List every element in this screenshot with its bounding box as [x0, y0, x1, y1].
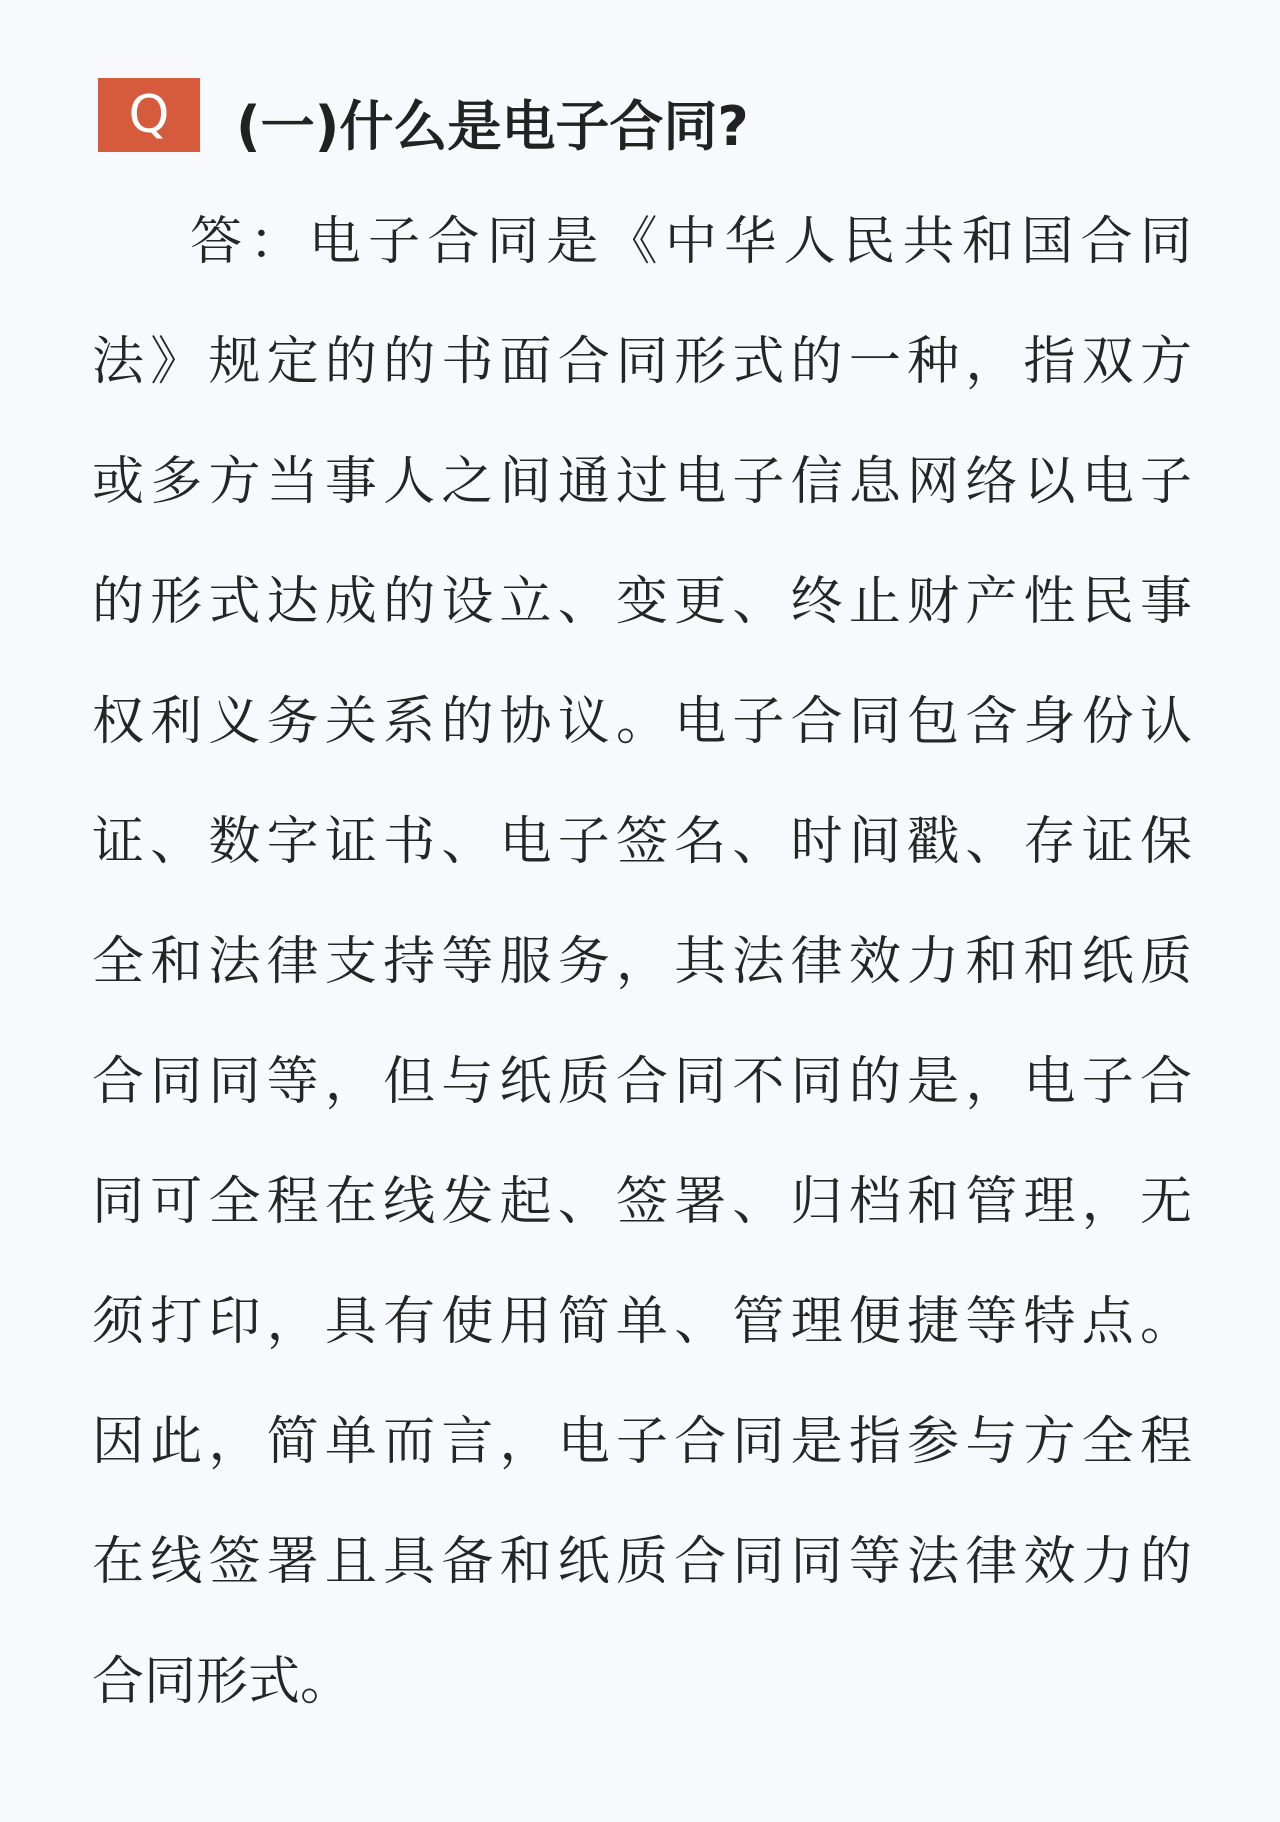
answer-line: 同可全程在线发起、签署、归档和管理，无 [92, 1172, 1192, 1232]
answer-line: 权利义务关系的协议。电子合同包含身份认 [92, 692, 1192, 752]
answer-line: 因此，简单而言，电子合同是指参与方全程 [92, 1412, 1192, 1472]
answer-line: 或多方当事人之间通过电子信息网络以电子 [92, 452, 1192, 512]
answer-line: 全和法律支持等服务，其法律效力和和纸质 [92, 932, 1192, 992]
question-title: (一)什么是电子合同? [236, 95, 749, 158]
answer-line: 合同形式。 [92, 1652, 353, 1712]
answer-line: 证、数字证书、电子签名、时间戳、存证保 [92, 812, 1192, 872]
answer-line: 须打印，具有使用简单、管理便捷等特点。 [92, 1292, 1192, 1352]
question-badge: Q [98, 78, 200, 152]
answer-line: 的形式达成的设立、变更、终止财产性民事 [92, 572, 1192, 632]
answer-line: 在线签署且具备和纸质合同同等法律效力的 [92, 1532, 1192, 1592]
answer-line: 合同同等，但与纸质合同不同的是，电子合 [92, 1052, 1192, 1112]
answer-paragraph [92, 182, 1192, 1742]
answer-line: 答：电子合同是《中华人民共和国合同 [190, 212, 1192, 272]
answer-line: 法》规定的的书面合同形式的一种，指双方 [92, 332, 1192, 392]
